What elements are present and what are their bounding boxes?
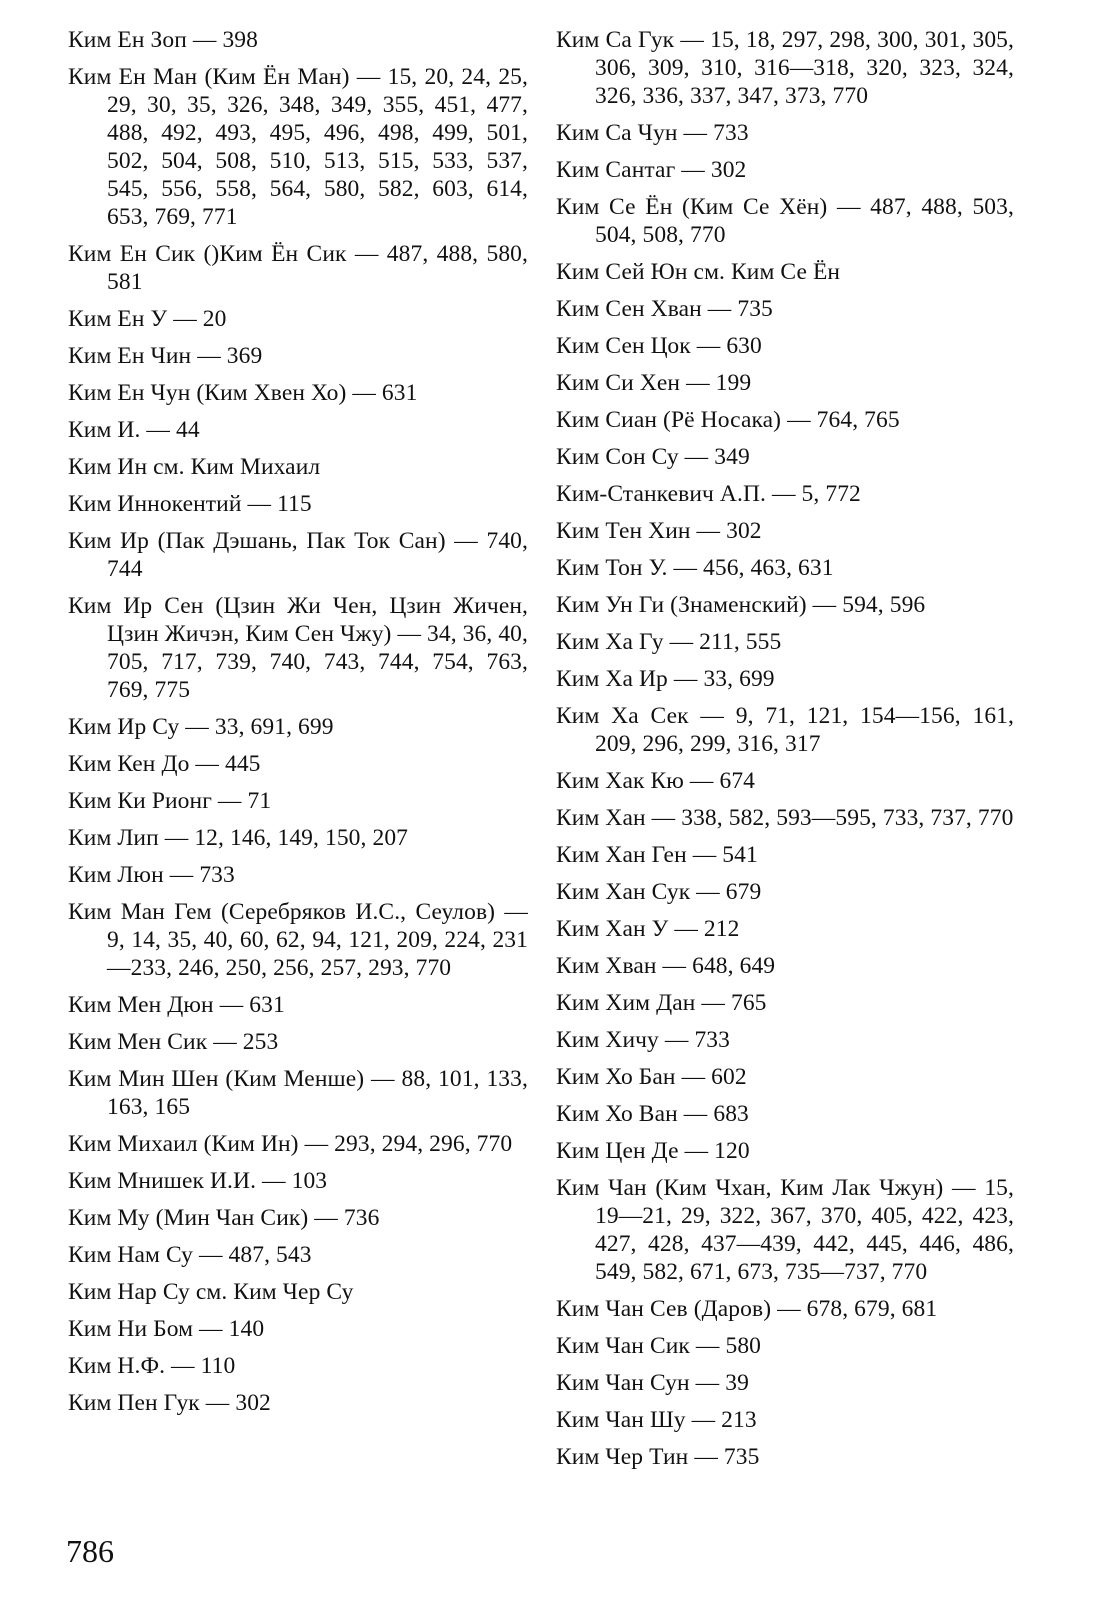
index-entry: Ким Хим Дан — 765 <box>556 990 767 1016</box>
index-entry: Ким Кен До — 445 <box>68 751 261 777</box>
index-entry: Ким Ха Ир — 33, 699 <box>556 666 775 692</box>
index-entry: Ким Ир Сен (Цзин Жи Чен, Цзин Жичен, Цзин Жичэн, Ким Сен Чжу) — 34, 36, 40, 705, 717, 739, 740, 743, 744, 754, 763, 769, 775 <box>68 593 528 703</box>
index-entry: Ким Сен Хван — 735 <box>556 296 773 322</box>
index-entry: Ким Ен У — 20 <box>68 306 227 332</box>
index-entry: Ким Ир (Пак Дэшань, Пак Ток Сан) — 740, 744 <box>68 528 528 582</box>
index-entry: Ким Тон У. — 456, 463, 631 <box>556 555 834 581</box>
index-entry: Ким Ни Бом — 140 <box>68 1316 265 1342</box>
index-entry: Ким Си Хен — 199 <box>556 370 752 396</box>
index-entry: Ким Чер Тин — 735 <box>556 1444 760 1470</box>
index-entry: Ким Ман Гем (Серебряков И.С., Сеулов) — 9, 14, 35, 40, 60, 62, 94, 121, 209, 224, 231—233, 246, 250, 256, 257, 293, 770 <box>68 899 528 981</box>
index-entry: Ким Сантаг — 302 <box>556 157 747 183</box>
index-entry: Ким Лип — 12, 146, 149, 150, 207 <box>68 825 409 851</box>
index-entry: Ким Ир Су — 33, 691, 699 <box>68 714 334 740</box>
index-entry: Ким Люн — 733 <box>68 862 235 888</box>
index-entry: Ким Нам Су — 487, 543 <box>68 1242 312 1268</box>
index-entry: Ким Михаил (Ким Ин) — 293, 294, 296, 770 <box>68 1131 513 1157</box>
index-entry: Ким Мен Дюн — 631 <box>68 992 285 1018</box>
index-entry: Ким Ха Сек — 9, 71, 121, 154—156, 161, 209, 296, 299, 316, 317 <box>556 703 1014 757</box>
index-entry: Ким Ха Гу — 211, 555 <box>556 629 782 655</box>
index-entry: Ким Хо Бан — 602 <box>556 1064 747 1090</box>
index-entry: Ким-Станкевич А.П. — 5, 772 <box>556 481 861 507</box>
index-entry: Ким Сиан (Рё Носака) — 764, 765 <box>556 407 900 433</box>
index-entry: Ким Се Ён (Ким Се Хён) — 487, 488, 503, 504, 508, 770 <box>556 194 1014 248</box>
index-entry: Ким Ун Ги (Знаменский) — 594, 596 <box>556 592 926 618</box>
index-entry: Ким Нар Су см. Ким Чер Су <box>68 1279 354 1305</box>
index-entry: Ким И. — 44 <box>68 417 200 443</box>
index-entry: Ким Хан Ген — 541 <box>556 842 758 868</box>
index-entry: Ким Мнишек И.И. — 103 <box>68 1168 328 1194</box>
index-entry: Ким Цен Де — 120 <box>556 1138 750 1164</box>
index-entry: Ким Хак Кю — 674 <box>556 768 756 794</box>
index-entry: Ким Ин см. Ким Михаил <box>68 454 321 480</box>
index-entry: Ким Са Чун — 733 <box>556 120 749 146</box>
index-entry: Ким Ки Рионг — 71 <box>68 788 272 814</box>
index-entry: Ким Тен Хин — 302 <box>556 518 762 544</box>
index-entry: Ким Са Гук — 15, 18, 297, 298, 300, 301, 305, 306, 309, 310, 316—318, 320, 323, 324, 326, 336, 337, 347, 373, 770 <box>556 27 1014 109</box>
index-entry: Ким Ен Чин — 369 <box>68 343 263 369</box>
index-entry: Ким Чан Сун — 39 <box>556 1370 749 1396</box>
index-entry: Ким Сей Юн см. Ким Се Ён <box>556 259 841 285</box>
index-entry: Ким Ен Зоп — 398 <box>68 27 259 53</box>
index-entry: Ким Чан Шу — 213 <box>556 1407 757 1433</box>
index-entry: Ким Хо Ван — 683 <box>556 1101 749 1127</box>
index-entry: Ким Хан У — 212 <box>556 916 740 942</box>
index-entry: Ким Чан (Ким Чхан, Ким Лак Чжун) — 15, 19—21, 29, 322, 367, 370, 405, 422, 423, 427, 428, 437—439, 442, 445, 446, 486, 549, 582, 671, 673, 735—737, 770 <box>556 1175 1014 1285</box>
index-entry: Ким Сон Су — 349 <box>556 444 750 470</box>
index-entry: Ким Ен Ман (Ким Ён Ман) — 15, 20, 24, 25, 29, 30, 35, 326, 348, 349, 355, 451, 477, 488, 492, 493, 495, 496, 498, 499, 501, 502, 504, 508, 510, 513, 515, 533, 537, 545, 556, 558, 564, 580, 582, 603, 614, 653, 769, 771 <box>68 64 528 230</box>
index-column-right <box>556 26 1014 1480</box>
index-entry: Ким Мен Сик — 253 <box>68 1029 279 1055</box>
index-entry: Ким Хан Сук — 679 <box>556 879 762 905</box>
index-entry: Ким Чан Сев (Даров) — 678, 679, 681 <box>556 1296 938 1322</box>
page-number: 786 <box>66 1533 114 1569</box>
index-entry: Ким Ен Чун (Ким Хвен Хо) — 631 <box>68 380 418 406</box>
index-entry: Ким Хан — 338, 582, 593—595, 733, 737, 770 <box>556 805 1014 831</box>
index-entry: Ким Чан Сик — 580 <box>556 1333 762 1359</box>
index-entry: Ким Му (Мин Чан Сик) — 736 <box>68 1205 380 1231</box>
index-entry: Ким Мин Шен (Ким Менше) — 88, 101, 133, 163, 165 <box>68 1066 528 1120</box>
index-entry: Ким Пен Гук — 302 <box>68 1390 271 1416</box>
index-column-left <box>68 26 528 1426</box>
index-entry: Ким Хван — 648, 649 <box>556 953 776 979</box>
index-entry: Ким Хичу — 733 <box>556 1027 731 1053</box>
index-entry: Ким Н.Ф. — 110 <box>68 1353 236 1379</box>
index-entry: Ким Ен Сик ()Ким Ён Сик — 487, 488, 580, 581 <box>68 241 528 295</box>
index-entry: Ким Иннокентий — 115 <box>68 491 312 517</box>
index-entry: Ким Сен Цок — 630 <box>556 333 762 359</box>
